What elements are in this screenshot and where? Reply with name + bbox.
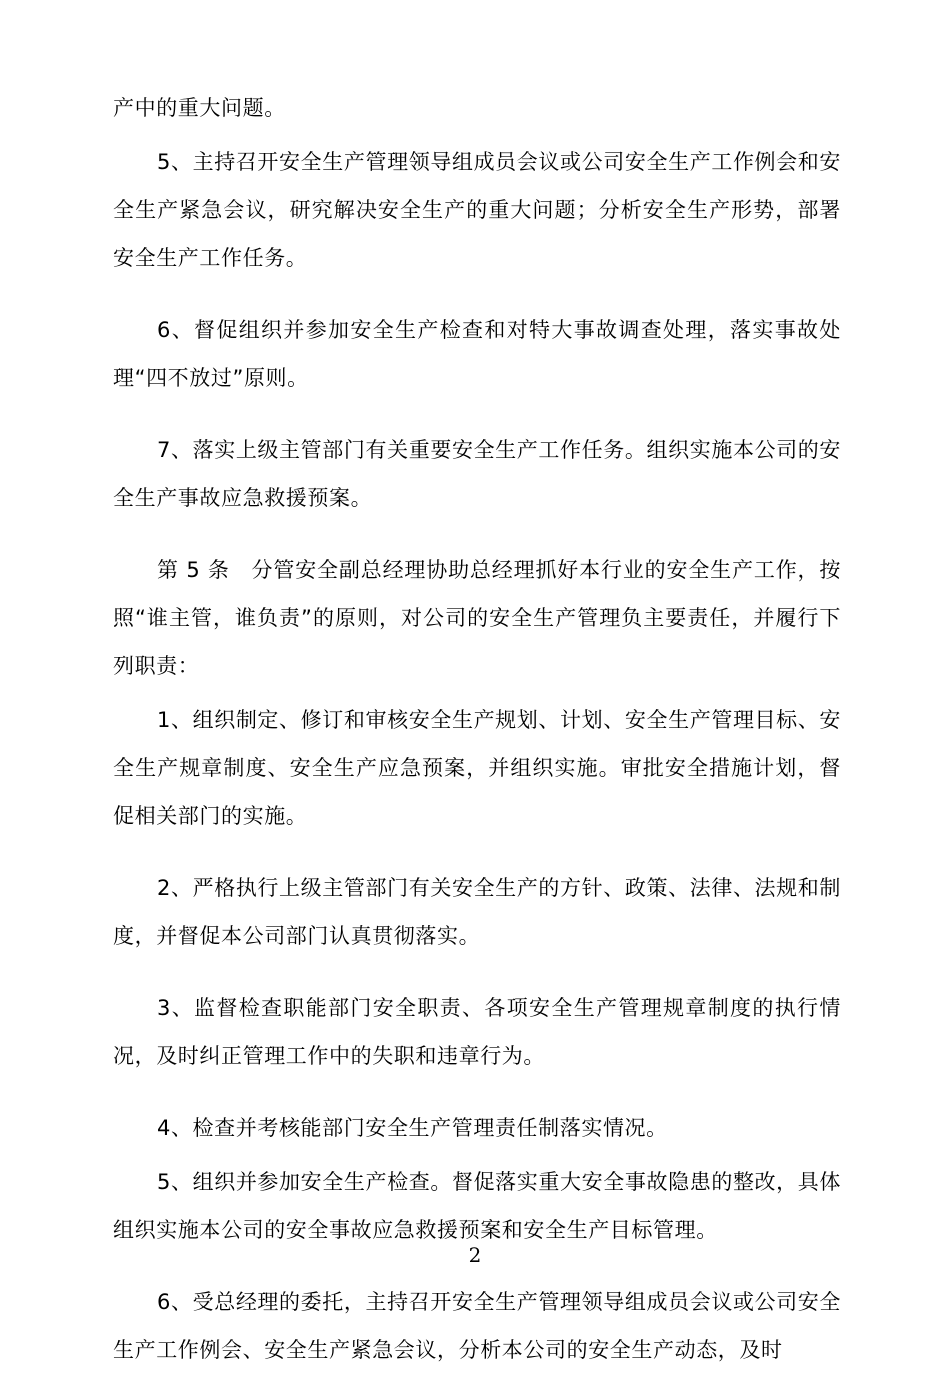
paragraph-duty-3: 3、监督检查职能部门安全职责、各项安全生产管理规章制度的执行情况，及时纠正管理工作中的失职和违章行为。 [113,996,841,1068]
paragraph-duty-2: 2、严格执行上级主管部门有关安全生产的方针、政策、法律、法规和制度，并督促本公司部门认真贯彻落实。 [113,876,841,948]
paragraph-item-6: 6、督促组织并参加安全生产检查和对特大事故调查处理，落实事故处理“四不放过”原则。 [113,318,841,390]
document-body [113,84,841,1398]
paragraph-duty-1: 1、组织制定、修订和审核安全生产规划、计划、安全生产管理目标、安全生产规章制度、安全生产应急预案，并组织实施。审批安全措施计划，督促相关部门的实施。 [113,708,841,828]
page-number: 2 [468,1243,482,1267]
paragraph-item-5: 5、主持召开安全生产管理领导组成员会议或公司安全生产工作例会和安全生产紧急会议，研究解决安全生产的重大问题；分析安全生产形势，部署安全生产工作任务。 [113,150,841,270]
paragraph-article-5: 第 5 条 分管安全副总经理协助总经理抓好本行业的安全生产工作，按照“谁主管，谁负责”的原则，对公司的安全生产管理负主要责任，并履行下列职责： [113,558,841,678]
paragraph-duty-5: 5、组织并参加安全生产检查。督促落实重大安全事故隐患的整改，具体组织实施本公司的安全事故应急救援预案和安全生产目标管理。 [113,1170,841,1242]
paragraph-duty-6: 6、受总经理的委托，主持召开安全生产管理领导组成员会议或公司安全生产工作例会、安全生产紧急会议，分析本公司的安全生产动态，及时 [113,1290,841,1362]
paragraph-continuation: 产中的重大问题。 [113,96,286,120]
paragraph-duty-4: 4、检查并考核能部门安全生产管理责任制落实情况。 [157,1116,668,1140]
paragraph-item-7: 7、落实上级主管部门有关重要安全生产工作任务。组织实施本公司的安全生产事故应急救援预案。 [113,438,841,510]
